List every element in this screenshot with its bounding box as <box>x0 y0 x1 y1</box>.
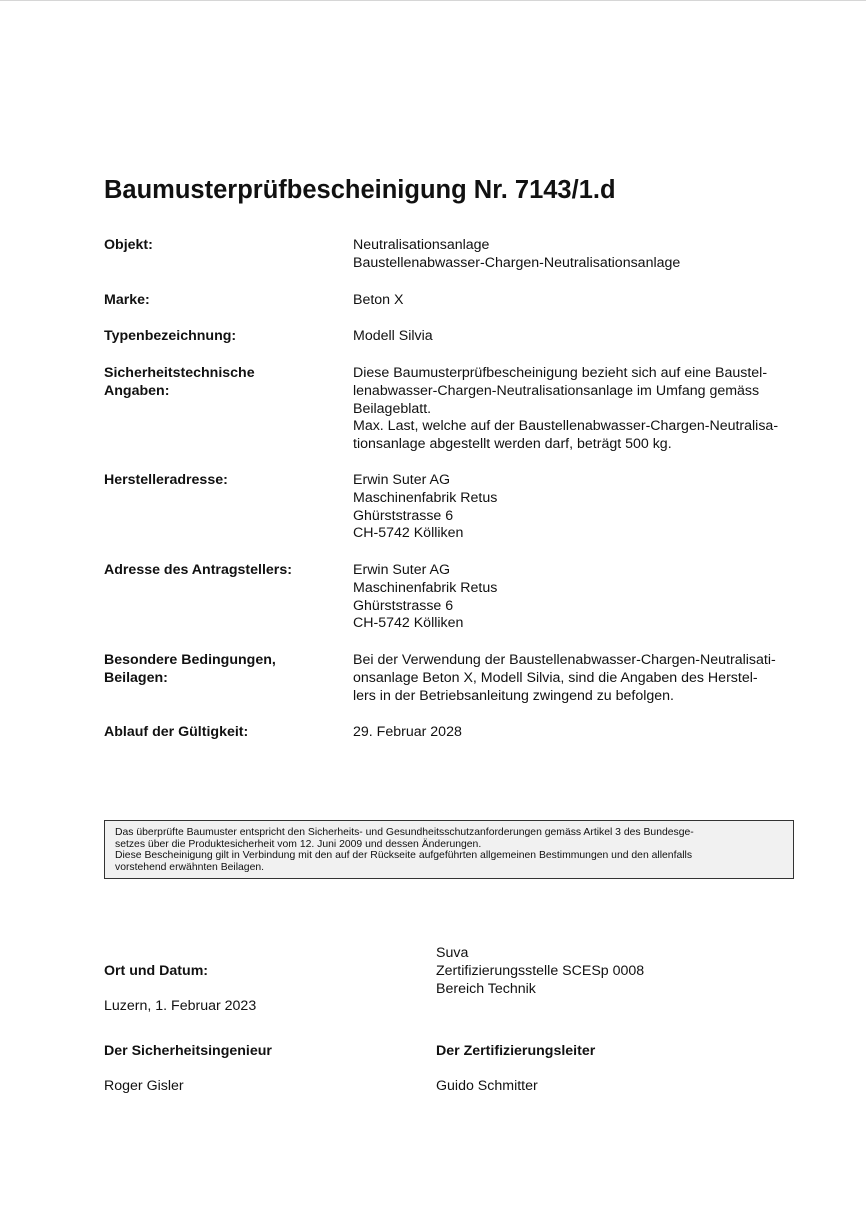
field-value: 29. Februar 2028 <box>353 724 462 740</box>
field-value: Bei der Verwendung der Baustellenabwasser-Chargen-Neutralisati- onsanlage Beton X, Modell Silvia, sind die Angaben des Herstel- lers in der Betriebsanleitung zwingend zu befolgen. <box>353 652 776 704</box>
certification-head-name: Guido Schmitter <box>436 1078 538 1095</box>
field-label: Objekt: <box>104 237 153 253</box>
field-value: Erwin Suter AG Maschinenfabrik Retus Ghürststrasse 6 CH-5742 Kölliken <box>353 562 498 632</box>
field-value: Diese Baumusterprüfbescheinigung bezieht sich auf eine Baustel- lenabwasser-Chargen-Neutralisationsanlage im Umfang gemäss Beilageblatt. Max. Last, welche auf der Baustellenabwasser-Chargen-Neutralisa- tionsanlage abgestellt werden darf, beträgt 500 kg. <box>353 365 779 453</box>
conformity-notice-box: Das überprüfte Baumuster entspricht den Sicherheits- und Gesundheitsschutzanforderungen gemäss Artikel 3 des Bundesge- setzes über die Produktesicherheit vom 12. Juni 2009 und dessen Änderungen. Diese Bescheinigung gilt in Verbindung mit den auf der Rückseite aufgeführten allgemeinen Bestimmungen und den allenfalls vorstehend erwähnten Beilagen. <box>104 820 794 879</box>
field-label: Typenbezeichnung: <box>104 328 237 344</box>
field-value: Neutralisationsanlage Baustellenabwasser-Chargen-Neutralisationsanlage <box>353 237 681 271</box>
issuer-block: Suva Zertifizierungsstelle SCESp 0008 Bereich Technik <box>436 945 645 997</box>
safety-engineer-name: Roger Gisler <box>104 1078 184 1095</box>
safety-engineer-label: Der Sicherheitsingenieur <box>104 1042 272 1059</box>
certification-head-block <box>436 1025 595 1114</box>
certificate-title: Baumusterprüfbescheinigung Nr. 7143/1.d <box>104 176 616 204</box>
certification-head-label: Der Zertifizierungsleiter <box>436 1042 596 1059</box>
field-label: Sicherheitstechnische Angaben: <box>104 365 255 399</box>
place-date-label: Ort und Datum: <box>104 962 209 979</box>
field-label: Besondere Bedingungen, Beilagen: <box>104 652 276 686</box>
field-value: Erwin Suter AG Maschinenfabrik Retus Ghürststrasse 6 CH-5742 Kölliken <box>353 472 498 542</box>
page-top-border <box>0 0 866 1</box>
safety-engineer-block <box>104 1025 272 1114</box>
field-label: Ablauf der Gültigkeit: <box>104 724 249 740</box>
field-label: Adresse des Antragstellers: <box>104 562 292 578</box>
field-value: Beton X <box>353 292 404 308</box>
place-date-block <box>104 945 256 1034</box>
field-label: Herstelleradresse: <box>104 472 228 488</box>
field-value: Modell Silvia <box>353 328 433 344</box>
place-date-value: Luzern, 1. Februar 2023 <box>104 998 257 1015</box>
field-label: Marke: <box>104 292 150 308</box>
